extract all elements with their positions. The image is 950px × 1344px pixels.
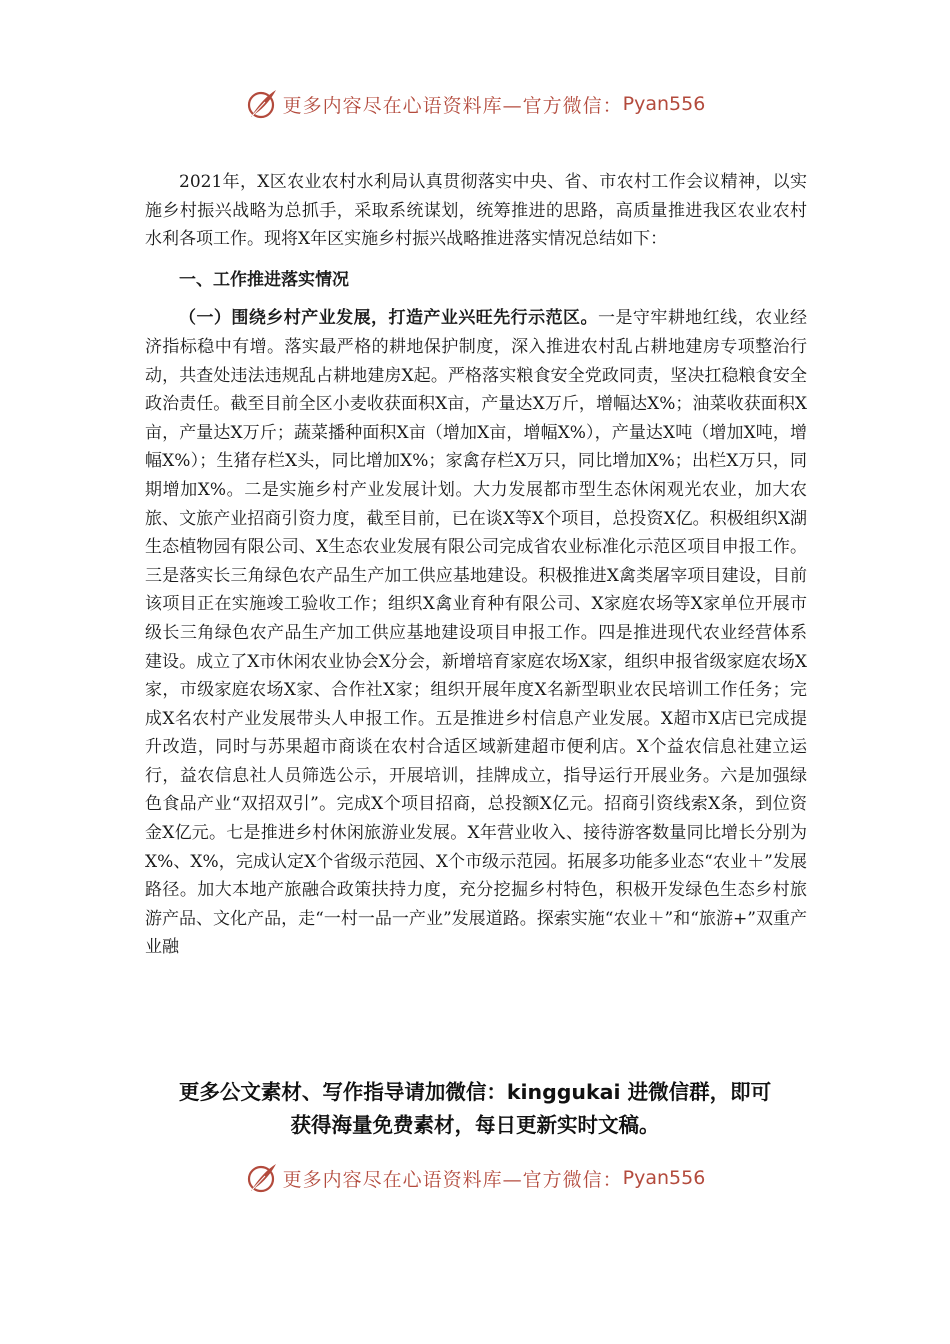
promo-line-2: 获得海量免费素材，每日更新实时文稿。 (290, 1113, 660, 1137)
header-banner (0, 84, 950, 124)
footer-banner (0, 1158, 950, 1198)
section-paragraph (145, 304, 807, 962)
quill-logo-icon (245, 87, 279, 121)
banner-wechat-handle: Pyan556 (622, 1167, 706, 1189)
promo-line-1: 更多公文素材、写作指导请加微信：kinggukai 进微信群，即可 (178, 1080, 772, 1104)
banner-wechat-handle: Pyan556 (622, 93, 706, 115)
quill-logo-icon (245, 1161, 279, 1195)
sub-heading: （一）围绕乡村产业发展，打造产业兴旺先行示范区。 (179, 308, 598, 329)
document-body (145, 168, 807, 962)
section-heading: 一、工作推进落实情况 (179, 269, 349, 290)
intro-paragraph: 2021年，X区农业农村水利局认真贯彻落实中央、省、市农村工作会议精神，以实施乡村振兴战略为总抓手，采取系统谋划，统筹推进的思路，高质量推进我区农业农村水利各项工作。现将X年区实施乡村振兴战略推进落实情况总结如下： (145, 172, 807, 250)
promo-notice (0, 1076, 950, 1142)
banner-text: 更多内容尽在心语资料库—官方微信： (282, 1168, 623, 1191)
paragraph-text: 一是守牢耕地红线，农业经济指标稳中有增。落实最严格的耕地保护制度，深入推进农村乱占耕地建房专项整治行动，共查处违法违规乱占耕地建房X起。严格落实粮食安全党政同责，坚决扛稳粮食安全政治责任。截至目前全区小麦收获面积X亩，产量达X万斤，增幅达X%；油菜收获面积X亩，产量达X万斤；蔬菜播种面积X亩（增加X亩，增幅X%），产量达X吨（增加X吨，增幅X%）；生猪存栏X头，同比增加X%；家禽存栏X万只，同比增加X%；出栏X万只，同期增加X%。二是实施乡村产业发展计划。大力发展都市型生态休闲观光农业，加大农旅、文旅产业招商引资力度，截至目前，已在谈X等X个项目，总投资X亿。积极组织X湖生态植物园有限公司、X生态农业发展有限公司完成省农业标准化示范区项目申报工作。三是落实长三角绿色农产品生产加工供应基地建设。积极推进X禽类屠宰项目建设，目前该项目正在实施竣工验收工作；组织X禽业育种有限公司、X家庭农场等X家单位开展市级长三角绿色农产品生产加工供应基地建设项目申报工作。四是推进现代农业经营体系建设。成立了X市休闲农业协会X分会，新增培育家庭农场X家，组织申报省级家庭农场X家，市级家庭农场X家、合作社X家；组织开展年度X名新型职业农民培训工作任务；完成X名农村产业发展带头人申报工作。五是推进乡村信息产业发展。X超市X店已完成提升改造，同时与苏果超市商谈在农村合适区域新建超市便利店。X个益农信息社建立运行，益农信息社人员筛选公示，开展培训，挂牌成立，指导运行开展业务。六是加强绿色食品产业“双招双引”。完成X个项目招商，总投额X亿元。招商引资线索X条，到位资金X亿元。七是推进乡村休闲旅游业发展。X年营业收入、接待游客数量同比增长分别为X%、X%，完成认定X个省级示范园、X个市级示范园。拓展多功能多业态“农业＋”发展路径。加大本地产旅融合政策扶持力度，充分挖掘乡村特色，积极开发绿色生态乡村旅游产品、文化产品，走“一村一品一产业”发展道路。探索实施“农业＋”和“旅游+”双重产业融 (145, 308, 808, 958)
banner-text: 更多内容尽在心语资料库—官方微信： (282, 94, 623, 117)
